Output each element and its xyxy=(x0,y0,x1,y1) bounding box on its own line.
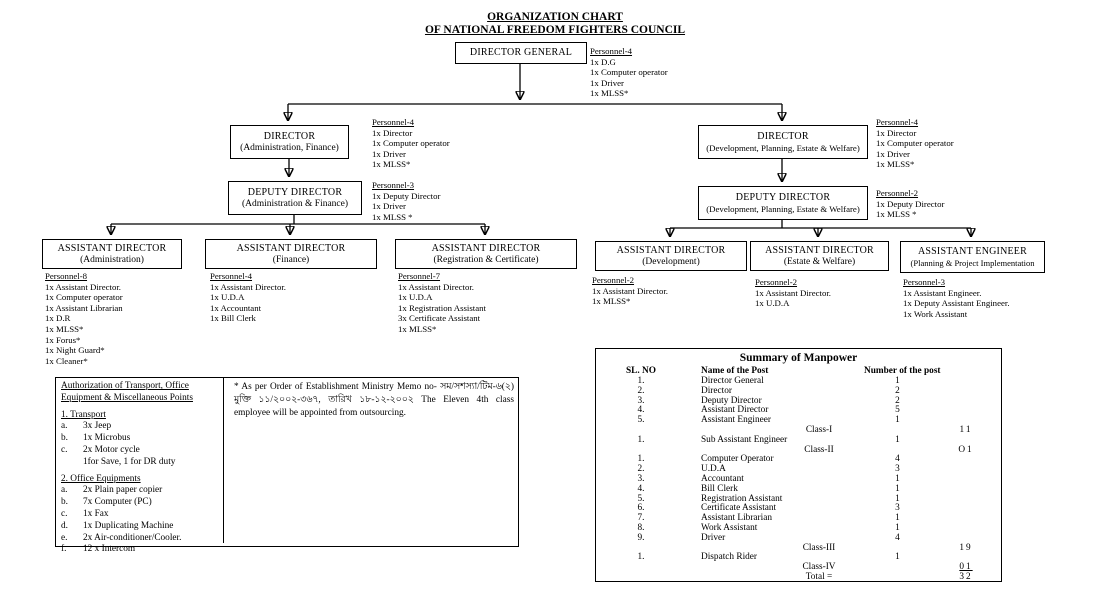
authorization-left-column xyxy=(61,381,219,556)
summary-row: Class-I 11 xyxy=(805,424,973,435)
personnel-heading: Personnel-3 xyxy=(903,277,946,287)
summary-row: 5. Registration Assistant 1 xyxy=(637,493,900,504)
page-title xyxy=(370,11,740,36)
list-item: f. 12 x Intercom xyxy=(61,544,136,555)
list-item: 1x MLSS * xyxy=(876,209,917,220)
list-item: 1x MLSS* xyxy=(372,159,411,170)
list-item: 1x MLSS* xyxy=(398,323,437,334)
personnel-list xyxy=(876,128,954,170)
list-item: 1x U.D.A xyxy=(210,292,245,303)
personnel-annotation-ad-regcert xyxy=(398,271,486,335)
org-box-subtitle: (Administration & Finance) xyxy=(241,198,349,209)
summary-row: 6. Certificate Assistant 3 xyxy=(637,503,900,514)
org-box-director-admin xyxy=(230,125,349,159)
org-box-title: DEPUTY DIRECTOR xyxy=(247,186,343,198)
list-item: 1x Cleaner* xyxy=(45,355,88,366)
personnel-annotation-ad-admin xyxy=(45,271,123,366)
summary-rows xyxy=(596,377,1001,583)
list-item: 1x Accountant xyxy=(210,302,262,313)
list-item: 1x MLSS* xyxy=(876,159,915,170)
summary-table xyxy=(595,348,1002,582)
list-item: 1x Deputy Director xyxy=(876,198,945,209)
list-item: 1x Registration Assistant xyxy=(398,302,486,313)
org-box-subtitle: (Administration) xyxy=(80,254,144,265)
list-item: 1x Assistant Director. xyxy=(398,281,474,292)
list-item: 1x Assistant Librarian xyxy=(45,302,123,313)
summary-row: 3. Accountant 1 xyxy=(637,473,900,484)
personnel-heading: Personnel-7 xyxy=(398,271,441,281)
org-box-title: DIRECTOR xyxy=(757,130,809,142)
org-box-subtitle: (Finance) xyxy=(272,254,310,265)
list-item: 1x Deputy Assistant Engineer. xyxy=(903,298,1010,309)
summary-row: 4. Assistant Director 5 xyxy=(637,405,900,416)
personnel-heading: Personnel-2 xyxy=(592,275,635,285)
personnel-heading: Personnel-3 xyxy=(372,180,415,190)
summary-header-name: Name of the Post xyxy=(701,366,769,376)
personnel-list xyxy=(903,288,1010,320)
list-item: 1x Assistant Director. xyxy=(210,281,286,292)
equipment-heading: 2. Office Equipments xyxy=(61,473,141,484)
list-item: 1x Director xyxy=(876,127,917,138)
org-box-title: ASSISTANT DIRECTOR xyxy=(431,242,541,254)
list-item: c. 1x Fax xyxy=(61,508,109,519)
org-box-title: DIRECTOR GENERAL xyxy=(469,47,573,58)
list-item: b. 1x Microbus xyxy=(61,433,131,444)
summary-row: 5. Assistant Engineer 1 xyxy=(637,415,900,426)
org-box-title: ASSISTANT ENGINEER xyxy=(917,245,1027,257)
summary-row: 1. Computer Operator 4 xyxy=(637,454,900,465)
org-box-ad-finance xyxy=(205,239,377,269)
list-item: 1x U.D.A xyxy=(398,292,433,303)
list-item: 1x Assistant Director. xyxy=(45,281,121,292)
list-item: 1x Computer operator xyxy=(372,138,450,149)
org-box-subtitle: (Development) xyxy=(642,256,700,267)
summary-header-number: Number of the post xyxy=(864,366,941,376)
list-item: 3x Certificate Assistant xyxy=(398,313,481,324)
org-box-subtitle: (Development, Planning, Estate & Welfare) xyxy=(706,142,860,153)
personnel-list xyxy=(590,57,668,99)
personnel-heading: Personnel-4 xyxy=(372,117,415,127)
org-box-ad-regcert xyxy=(395,239,577,269)
list-item: 1x Work Assistant xyxy=(903,308,968,319)
list-item: 1x MLSS* xyxy=(45,323,84,334)
summary-row: Class-IV 01 xyxy=(802,562,973,573)
personnel-list xyxy=(372,128,450,170)
summary-row: 2. Director 2 xyxy=(637,385,900,396)
personnel-list xyxy=(398,282,486,335)
personnel-annotation-director-admin xyxy=(372,117,450,170)
org-box-subtitle: (Estate & Welfare) xyxy=(783,256,856,267)
list-item: 1x Computer operator xyxy=(590,67,668,78)
list-item: 1x Driver xyxy=(372,201,406,212)
personnel-list xyxy=(755,288,831,309)
transport-list xyxy=(61,421,219,468)
summary-row: Class-III 19 xyxy=(802,542,973,553)
summary-row: 3. Deputy Director 2 xyxy=(637,395,900,406)
org-box-ad-estate xyxy=(750,241,889,271)
list-item: 1x MLSS * xyxy=(372,211,413,222)
personnel-annotation-dg xyxy=(590,46,668,99)
summary-row: 2. U.D.A 3 xyxy=(637,464,900,475)
org-box-title: ASSISTANT DIRECTOR xyxy=(57,242,167,254)
org-box-subtitle: (Development, Planning, Estate & Welfare) xyxy=(706,203,860,214)
page-title-line2: OF NATIONAL FREEDOM FIGHTERS COUNCIL xyxy=(424,23,686,36)
org-box-director-dev xyxy=(698,125,868,159)
list-item: 1x Deputy Director xyxy=(372,190,441,201)
summary-header-row xyxy=(596,365,1001,377)
org-box-title: DEPUTY DIRECTOR xyxy=(735,191,831,203)
list-item: c. 2x Motor cycle xyxy=(61,444,140,455)
list-item: 1x Computer operator xyxy=(876,138,954,149)
org-box-deputy-admin xyxy=(228,181,362,215)
org-box-deputy-dev xyxy=(698,186,868,220)
summary-row: 4. Bill Clerk 1 xyxy=(637,483,900,494)
org-box-ad-admin xyxy=(42,239,182,269)
org-box-subtitle: (Planning & Project Implementation xyxy=(910,257,1035,268)
list-item: 1x Director xyxy=(372,127,413,138)
authorization-divider xyxy=(223,378,224,543)
org-box-title: ASSISTANT DIRECTOR xyxy=(236,242,346,254)
list-item: 1for Save, 1 for DR duty xyxy=(83,456,176,467)
personnel-annotation-ad-estate xyxy=(755,277,831,309)
list-item: a. 3x Jeep xyxy=(61,421,112,432)
personnel-list xyxy=(592,286,668,307)
list-item: a. 2x Plain paper copier xyxy=(61,485,163,496)
list-item: 1x Assistant Director. xyxy=(755,287,831,298)
summary-row: Total = 32 xyxy=(805,571,973,582)
personnel-heading: Personnel-8 xyxy=(45,271,88,281)
list-item: b. 7x Computer (PC) xyxy=(61,497,152,508)
transport-heading: 1. Transport xyxy=(61,409,106,420)
summary-row: 1. Director General 1 xyxy=(637,376,900,386)
org-box-director-general xyxy=(455,42,587,64)
authorization-box xyxy=(55,377,519,555)
list-item: 1x Night Guard* xyxy=(45,345,105,356)
summary-header-sl: SL. NO xyxy=(626,366,656,376)
personnel-list xyxy=(372,191,440,223)
summary-row: 7. Assistant Librarian 1 xyxy=(637,513,900,524)
org-box-ad-dev xyxy=(595,241,747,271)
org-box-subtitle: (Registration & Certificate) xyxy=(433,254,539,265)
list-item: 1x MLSS* xyxy=(592,296,631,307)
personnel-heading: Personnel-4 xyxy=(210,271,253,281)
list-item: 1x MLSS* xyxy=(590,88,629,99)
org-box-ae-planning xyxy=(900,241,1045,273)
summary-row: 9. Driver 4 xyxy=(637,532,900,543)
summary-row: 1. Sub Assistant Engineer 1 xyxy=(637,434,900,445)
list-item: d. 1x Duplicating Machine xyxy=(61,520,174,531)
list-item: 1x Driver xyxy=(876,148,910,159)
list-item: 1x Assistant Director. xyxy=(592,285,668,296)
list-item: 1x D.G xyxy=(590,56,616,67)
list-item: 1x Driver xyxy=(590,77,624,88)
personnel-heading: Personnel-4 xyxy=(590,46,633,56)
equipment-list xyxy=(61,485,219,556)
summary-title: Summary of Manpower xyxy=(739,352,858,364)
list-item: 1x Assistant Engineer. xyxy=(903,287,982,298)
list-item: 1x U.D.A xyxy=(755,298,790,309)
page-title-line1: ORGANIZATION CHART xyxy=(487,11,623,23)
summary-row: Class-II O1 xyxy=(804,444,974,455)
personnel-annotation-ad-dev xyxy=(592,275,668,307)
personnel-heading: Personnel-4 xyxy=(876,117,919,127)
list-item: e. 2x Air-conditioner/Cooler. xyxy=(61,532,182,543)
personnel-list xyxy=(210,282,286,324)
authorization-heading-line2: Equipment & Miscellaneous Points xyxy=(61,392,193,403)
list-item: 1x Driver xyxy=(372,148,406,159)
personnel-list xyxy=(45,282,123,367)
list-item: 1x Computer operator xyxy=(45,292,123,303)
personnel-annotation-ae-planning xyxy=(903,277,1010,319)
org-box-title: ASSISTANT DIRECTOR xyxy=(765,244,874,256)
summary-row: 1. Dispatch Rider 1 xyxy=(637,552,900,563)
org-box-title: ASSISTANT DIRECTOR xyxy=(616,244,726,256)
personnel-heading: Personnel-2 xyxy=(876,188,919,198)
personnel-annotation-deputy-dev xyxy=(876,188,944,220)
personnel-annotation-deputy-admin xyxy=(372,180,440,222)
personnel-list xyxy=(876,199,944,220)
authorization-heading-line1: Authorization of Transport, Office xyxy=(61,381,189,391)
org-box-title: DIRECTOR xyxy=(263,130,316,142)
personnel-heading: Personnel-2 xyxy=(755,277,798,287)
personnel-annotation-director-dev xyxy=(876,117,954,170)
outsourcing-note: * As per Order of Establishment Ministry Memo no- সম/সশস্যা/টিম-৬(২) মুক্তি ১১/২০০২-৩৬৭, তারিখ ১৮-১২-২০০২ The Eleven 4th class employee will be appointed from outsourcing. xyxy=(234,382,514,419)
personnel-annotation-ad-finance xyxy=(210,271,286,324)
list-item: 1x Bill Clerk xyxy=(210,313,256,324)
org-box-subtitle: (Administration, Finance) xyxy=(240,142,339,153)
list-item: 1x Forus* xyxy=(45,334,81,345)
list-item: 1x D.R xyxy=(45,313,71,324)
summary-row: 8. Work Assistant 1 xyxy=(637,522,900,533)
